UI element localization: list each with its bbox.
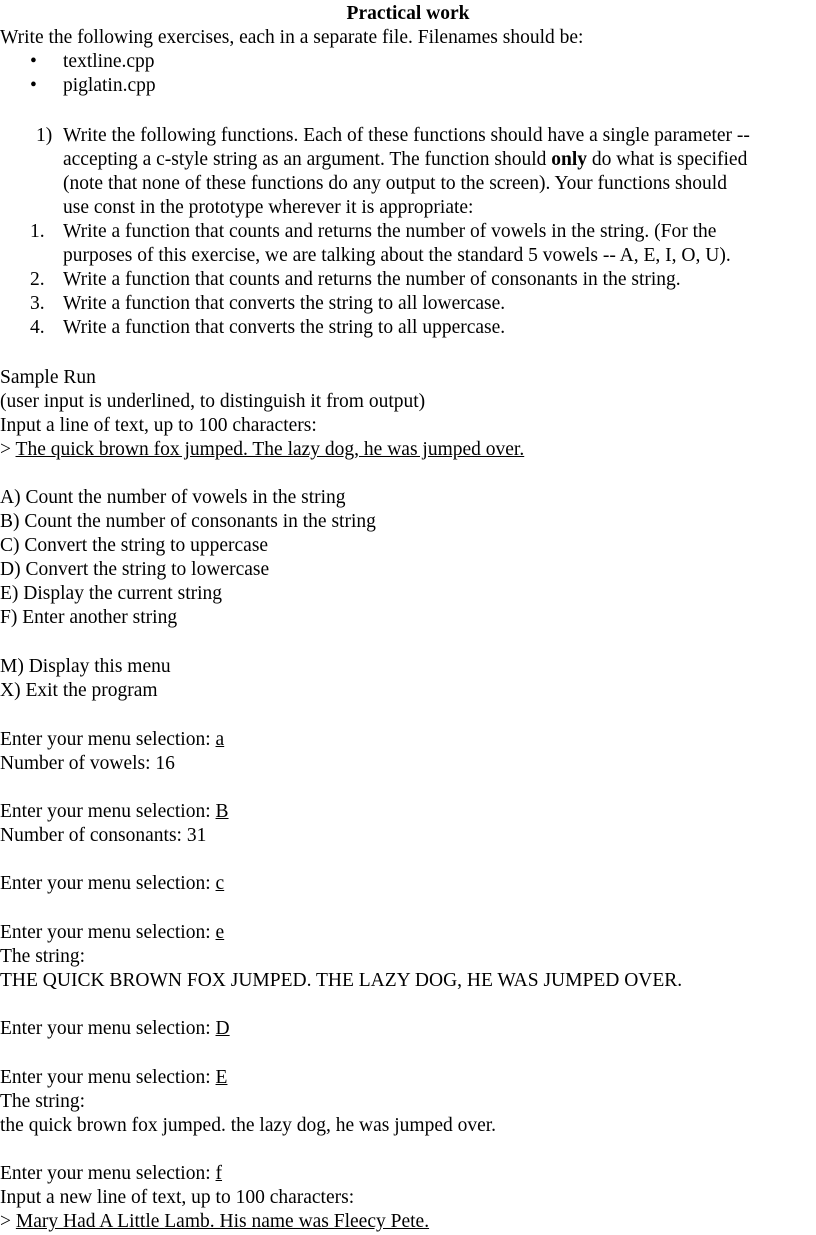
user-input: B: [215, 801, 229, 822]
item-line: Write a function that converts the string to all uppercase.: [63, 317, 506, 338]
sample-input-line: [0, 438, 524, 462]
item-line: Write a function that counts and returns the number of vowels in the string. (For the: [63, 221, 717, 242]
menu-item: A) Count the number of vowels in the string: [0, 487, 346, 508]
user-input: Mary Had A Little Lamb. His name was Fleecy Pete.: [15, 1211, 430, 1232]
task-line: [63, 148, 747, 172]
menu-item: E) Display the current string: [0, 583, 223, 604]
output-line: Number of consonants: 31: [0, 825, 207, 846]
page-title: Practical work: [346, 3, 470, 24]
output-line: THE QUICK BROWN FOX JUMPED. THE LAZY DOG, HE WAS JUMPED OVER.: [0, 970, 683, 991]
menu-item: D) Convert the string to lowercase: [0, 559, 270, 580]
selection-line: [0, 800, 229, 824]
menu-item: X) Exit the program: [0, 680, 158, 701]
item-number: 4.: [30, 317, 45, 338]
output-line: the quick brown fox jumped. the lazy dog, he was jumped over.: [0, 1115, 497, 1136]
item-number: 1.: [30, 221, 45, 242]
user-input: E: [215, 1067, 228, 1088]
sample-input-line: [0, 1210, 429, 1234]
item-number: 3.: [30, 293, 45, 314]
selection-line: [0, 1162, 222, 1186]
filename-text: piglatin.cpp: [63, 75, 156, 96]
bullet-icon: •: [30, 75, 37, 96]
selection-prompt: Enter your menu selection:: [0, 1018, 216, 1039]
user-input: The quick brown fox jumped. The lazy dog, he was jumped over.: [15, 439, 525, 460]
selection-line: [0, 1017, 230, 1041]
task-line-text: accepting a c-style string as an argument. The function should: [63, 149, 552, 170]
selection-prompt: Enter your menu selection:: [0, 801, 216, 822]
selection-prompt: Enter your menu selection:: [0, 1067, 216, 1088]
prompt-char: >: [0, 439, 16, 460]
output-line: The string:: [0, 1091, 86, 1112]
user-input: f: [215, 1163, 223, 1184]
selection-prompt: Enter your menu selection:: [0, 1163, 216, 1184]
task-bold-word: only: [551, 149, 588, 170]
task-number: 1): [36, 125, 53, 146]
menu-item: C) Convert the string to uppercase: [0, 535, 269, 556]
user-input: a: [215, 729, 225, 750]
item-line: Write a function that converts the string to all lowercase.: [63, 293, 506, 314]
intro-text: Write the following exercises, each in a separate file. Filenames should be:: [0, 27, 584, 48]
bullet-icon: •: [30, 51, 37, 72]
prompt-char: >: [0, 1211, 16, 1232]
user-input: D: [215, 1018, 230, 1039]
user-input: c: [215, 873, 225, 894]
sample-heading: Sample Run: [0, 367, 96, 388]
user-input: e: [215, 922, 225, 943]
selection-line: [0, 872, 224, 896]
menu-item: B) Count the number of consonants in the string: [0, 511, 376, 532]
selection-prompt: Enter your menu selection:: [0, 873, 216, 894]
menu-item: F) Enter another string: [0, 607, 178, 628]
sample-prompt: Input a line of text, up to 100 characters:: [0, 415, 317, 436]
selection-line: [0, 1066, 227, 1090]
selection-line: [0, 921, 224, 945]
sample-note: (user input is underlined, to distinguish it from output): [0, 391, 426, 412]
selection-prompt: Enter your menu selection:: [0, 729, 216, 750]
filename-text: textline.cpp: [63, 51, 155, 72]
selection-prompt: Enter your menu selection:: [0, 922, 216, 943]
sample-prompt: Input a new line of text, up to 100 characters:: [0, 1187, 355, 1208]
output-line: Number of vowels: 16: [0, 753, 175, 774]
task-line: use const in the prototype wherever it is appropriate:: [63, 197, 474, 218]
task-line-tail: do what is specified: [587, 149, 748, 170]
task-line: (note that none of these functions do any output to the screen). Your functions should: [63, 173, 727, 194]
task-line: Write the following functions. Each of these functions should have a single parameter --: [63, 125, 750, 146]
item-line: purposes of this exercise, we are talking about the standard 5 vowels -- A, E, I, O, U).: [63, 245, 731, 266]
item-number: 2.: [30, 269, 45, 290]
menu-item: M) Display this menu: [0, 656, 171, 677]
item-line: Write a function that counts and returns the number of consonants in the string.: [63, 269, 681, 290]
output-line: The string:: [0, 946, 86, 967]
selection-line: [0, 728, 224, 752]
